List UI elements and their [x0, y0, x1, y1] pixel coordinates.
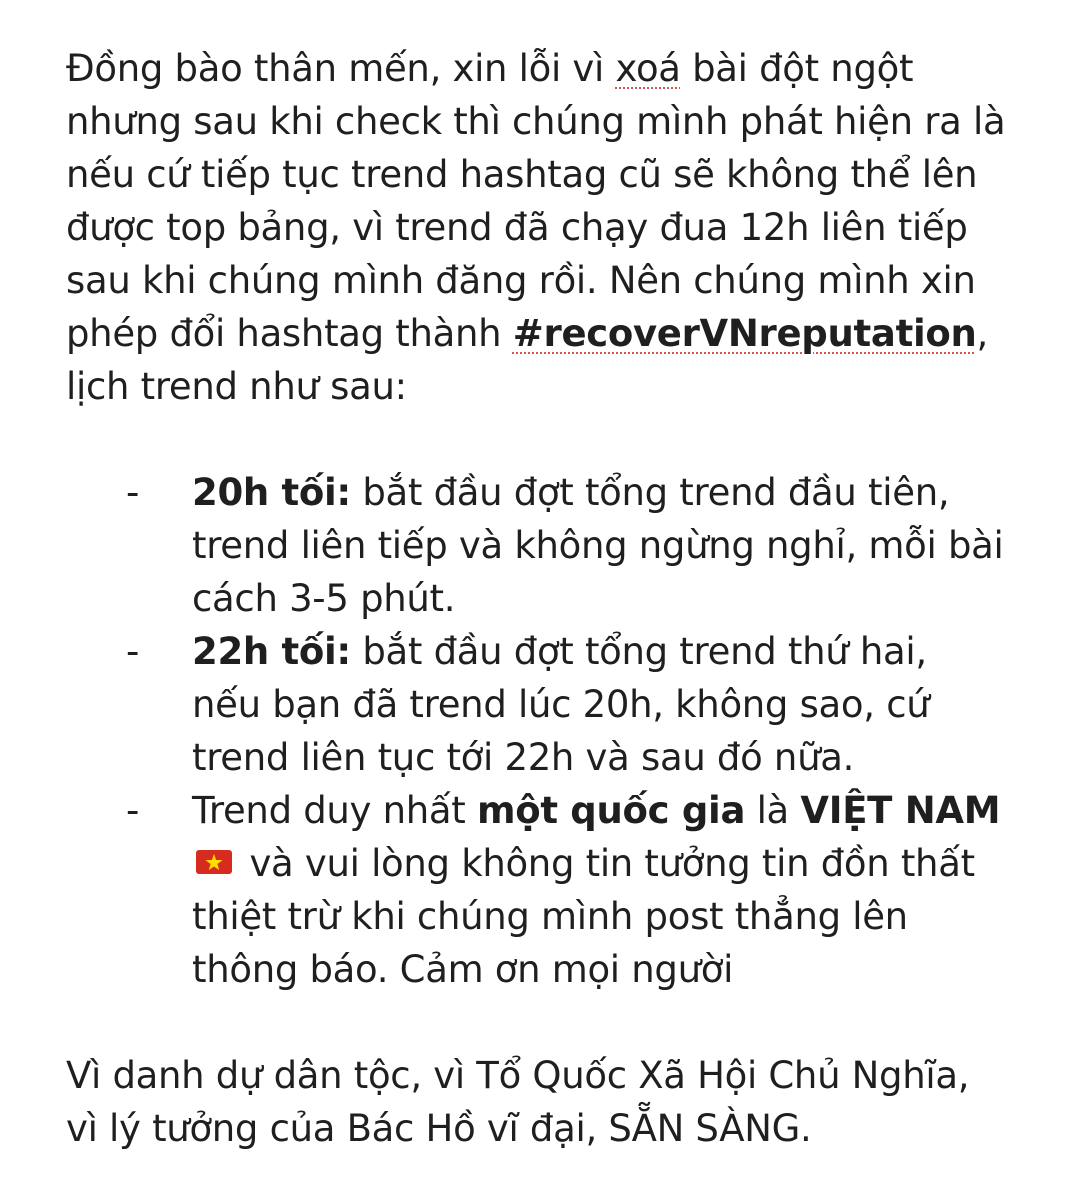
- list-item-22h: [66, 625, 1006, 784]
- intro-text-3: , lịch trend như sau:: [66, 312, 988, 408]
- bullet-dash: -: [126, 630, 140, 673]
- intro-text-2: bài đột ngột nhưng sau khi check thì chúng mình phát hiện ra là nếu cứ tiếp tục trend hashtag cũ sẽ không thể lên được top bảng, vì trend đã chạy đua 12h liên tiếp sau khi chúng mình đăng rồi. Nên chúng mình xin phép đổi hashtag thành: [66, 47, 1006, 355]
- list-item-country: [66, 784, 1006, 996]
- bullet-dash: -: [126, 789, 140, 832]
- document-body: [66, 42, 1006, 1155]
- intro-paragraph: [66, 42, 1006, 413]
- schedule-text: bắt đầu đợt tổng trend đầu tiên, trend liên tiếp và không ngừng nghỉ, mỗi bài cách 3-5 phút.: [192, 471, 1004, 620]
- schedule-text: bắt đầu đợt tổng trend thứ hai, nếu bạn đã trend lúc 20h, không sao, cứ trend liên tục tới 22h và sau đó nữa.: [192, 630, 930, 779]
- country-text-3: và vui lòng không tin tưởng tin đồn thất thiệt trừ khi chúng mình post thẳng lên thông báo. Cảm ơn mọi người: [192, 842, 975, 991]
- schedule-time: 22h tối:: [192, 630, 351, 673]
- schedule-time: 20h tối:: [192, 471, 351, 514]
- closing-paragraph: Vì danh dự dân tộc, vì Tổ Quốc Xã Hội Chủ Nghĩa, vì lý tưởng của Bác Hồ vĩ đại, SẴN SÀNG.: [66, 1054, 970, 1150]
- emphasis-one-country: một quốc gia: [476, 789, 746, 832]
- hashtag: #recoverVNreputation: [512, 312, 977, 355]
- spellcheck-flagged-word: xoá: [615, 47, 681, 90]
- country-text-1: Trend duy nhất: [192, 789, 477, 832]
- bullet-dash: -: [126, 471, 140, 514]
- country-name: VIỆT NAM: [800, 789, 1001, 832]
- list-item-20h: [66, 466, 1006, 625]
- intro-text-1: Đồng bào thân mến, xin lỗi vì: [66, 47, 616, 90]
- schedule-list: [66, 466, 1006, 996]
- vietnam-flag-icon: [196, 850, 232, 874]
- country-text-2: là: [745, 789, 801, 832]
